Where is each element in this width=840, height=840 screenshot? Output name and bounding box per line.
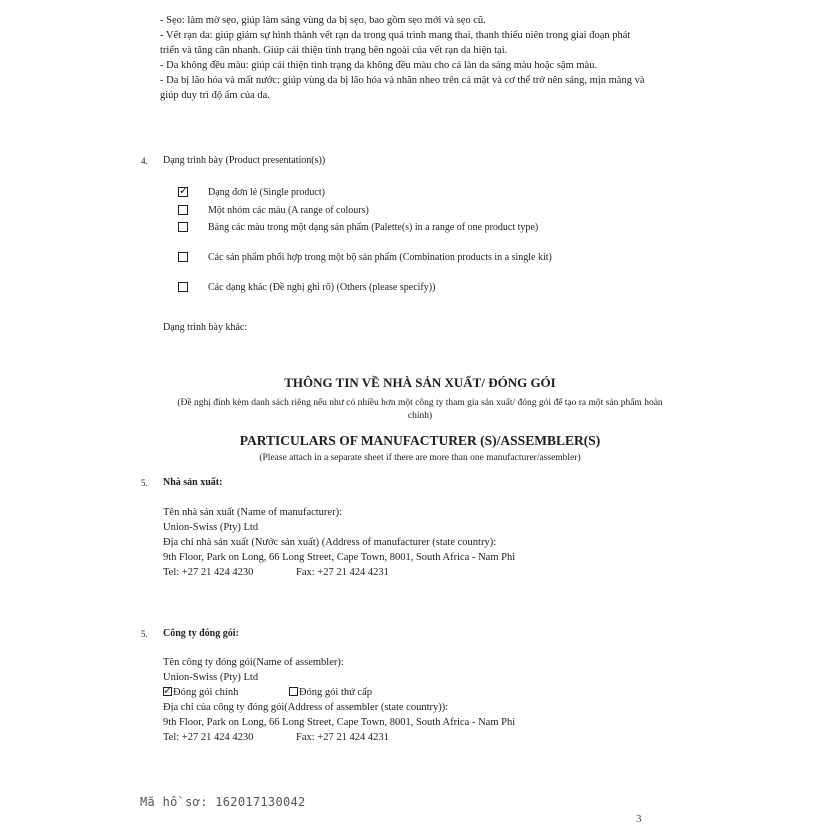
checkbox-icon[interactable] xyxy=(178,222,188,232)
other-presentation-label: Dạng trình bày khác: xyxy=(163,322,248,333)
option-label: Các sản phẩm phối hợp trong một bộ sản phẩm (Combination products in a single kit) xyxy=(208,252,552,263)
manufacturer-note-vi: (Đề nghị đính kèm danh sách riêng nếu như có nhiều hơn một công ty tham gia sản xuất/ đóng gói để tạo ra một sản phẩm hoàn chỉnh) xyxy=(177,398,663,421)
option-label: Một nhóm các màu (A range of colours) xyxy=(208,205,369,216)
assembler-name-label: Tên công ty đóng gói(Name of assembler): xyxy=(163,657,344,668)
assembler-type-options xyxy=(163,685,643,700)
checkbox-icon[interactable] xyxy=(289,687,298,696)
page-number: 3 xyxy=(636,813,642,825)
manufacturer-name: Union-Swiss (Pty) Ltd xyxy=(163,522,259,533)
manufacturer-contact xyxy=(163,565,643,580)
record-id: Mã hồ sơ: 162017130042 xyxy=(140,795,306,809)
checkbox-icon[interactable] xyxy=(178,205,188,215)
assembler-fax: Fax: +27 21 424 4231 xyxy=(295,732,389,743)
section5a-number: 5. xyxy=(141,478,148,488)
manufacturer-address: 9th Floor, Park on Long, 66 Long Street, Cape Town, 8001, South Africa - Nam Phi xyxy=(163,552,516,563)
bullet-stretch-marks: - Vết rạn da: giúp giảm sự hình thành vết rạn da trong quá trình mang thai, thanh thiếu niên trong giai đoạn phát triển và tăng cân nhanh. Giúp cải thiện tình trạng bên ngoài của vết rạn da hiện tại. xyxy=(160,30,631,56)
manufacturer-fax: Fax: +27 21 424 4231 xyxy=(295,567,389,578)
manufacturer-details xyxy=(163,505,643,580)
secondary-assembly-label: Đóng gói thứ cấp xyxy=(298,687,373,698)
checkbox-icon[interactable] xyxy=(178,282,188,292)
option-label: Bảng các màu trong một dạng sản phẩm (Palette(s) in a range of one product type) xyxy=(208,222,539,233)
section5a-title: Nhà sản xuất: xyxy=(163,477,223,488)
section4-number: 4. xyxy=(141,156,148,166)
assembler-name: Union-Swiss (Pty) Ltd xyxy=(163,672,259,683)
section4-title: Dạng trình bày (Product presentation(s)) xyxy=(163,155,326,166)
checkbox-checked-icon[interactable] xyxy=(178,187,188,197)
section5b-title: Công ty đóng gói: xyxy=(163,628,239,639)
assembler-contact xyxy=(163,730,643,745)
option-label: Các dạng khác (Đề nghị ghi rõ) (Others (please specify)) xyxy=(208,282,436,293)
secondary-assembly-option[interactable] xyxy=(289,687,372,698)
section5b-number: 5. xyxy=(141,629,148,639)
manufacturer-tel: Tel: +27 21 424 4230 xyxy=(163,567,254,578)
manufacturer-title-vi: THÔNG TIN VỀ NHÀ SẢN XUẤT/ ĐÓNG GÓI xyxy=(284,375,556,390)
primary-assembly-option[interactable] xyxy=(163,687,238,698)
checkbox-icon[interactable] xyxy=(178,252,188,262)
intro-bullets xyxy=(160,13,650,103)
bullet-aging-skin: - Da bị lão hóa và mất nước: giúp vùng da bị lão hóa và nhăn nheo trên cả mặt và cơ thể trở nên sáng, mịn màng và giúp duy trì độ ẩm của da. xyxy=(160,75,645,101)
manufacturer-note-en: (Please attach in a separate sheet if there are more than one manufacturer/assembler) xyxy=(259,453,581,463)
assembler-address: 9th Floor, Park on Long, 66 Long Street, Cape Town, 8001, South Africa - Nam Phi xyxy=(163,717,516,728)
bullet-uneven-tone: - Da không đều màu: giúp cải thiện tình trạng da không đều màu cho cả làn da sáng màu hoặc sậm màu. xyxy=(160,60,598,71)
primary-assembly-label: Đóng gói chính xyxy=(173,687,239,698)
manufacturer-name-label: Tên nhà sản xuất (Name of manufacturer): xyxy=(163,507,343,518)
checkbox-checked-icon[interactable] xyxy=(163,687,172,696)
assembler-address-label: Địa chỉ của công ty đóng gói(Address of assembler (state country)): xyxy=(163,702,449,713)
manufacturer-address-label: Địa chỉ nhà sản xuất (Nước sản xuất) (Address of manufacturer (state country): xyxy=(163,537,497,548)
assembler-tel: Tel: +27 21 424 4230 xyxy=(163,732,254,743)
assembler-details xyxy=(163,655,643,745)
option-label: Dạng đơn lẻ (Single product) xyxy=(208,187,325,198)
bullet-scars: - Sẹo: làm mờ sẹo, giúp làm sáng vùng da bị sẹo, bao gồm sẹo mới và sẹo cũ. xyxy=(160,15,486,26)
manufacturer-title-en: PARTICULARS OF MANUFACTURER (S)/ASSEMBLER(S) xyxy=(239,433,601,448)
